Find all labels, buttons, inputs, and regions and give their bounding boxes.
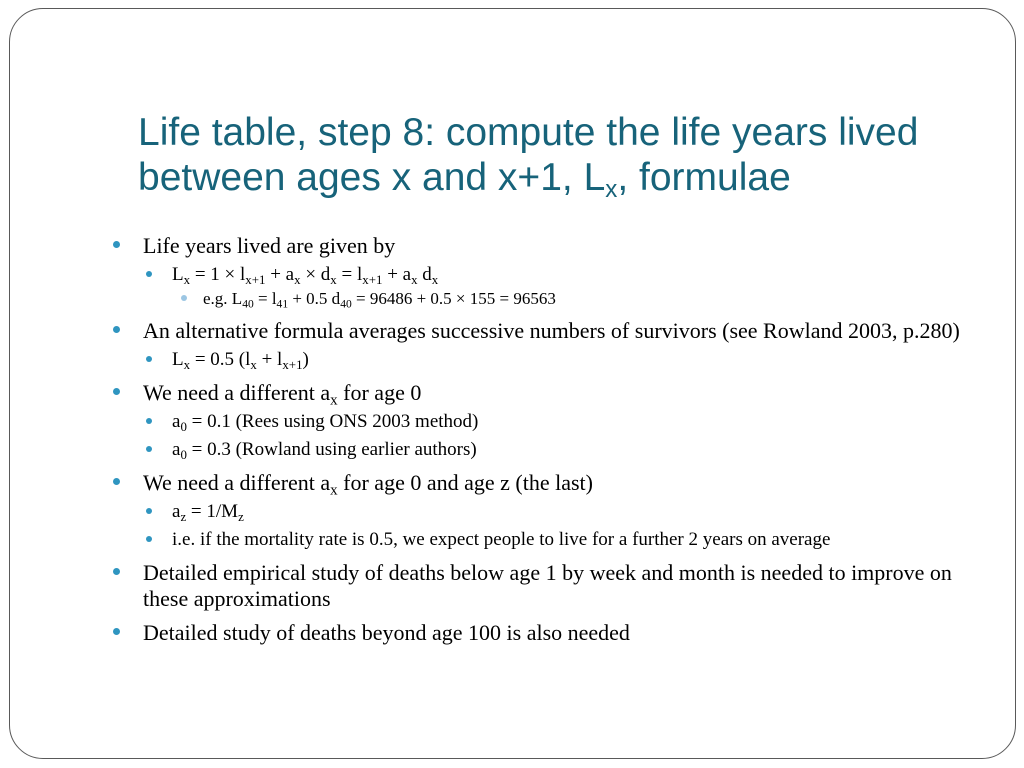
title-text: Life table, step 8: compute the life years lived between ages x and x+1, L [138, 111, 919, 200]
formula-text: a [172, 439, 181, 460]
slide-title [138, 110, 988, 203]
formula-text: L [172, 264, 184, 285]
formula-text: + a [265, 264, 295, 285]
bullet-subscript: x [330, 392, 338, 409]
bullet-text: for age 0 [337, 380, 422, 405]
bullet-az-formula [113, 500, 973, 524]
example-text: e.g. L [203, 289, 243, 308]
formula-text: a [172, 411, 181, 432]
formula-text: = 0.5 (l [190, 349, 251, 370]
formula-text: d [417, 264, 432, 285]
bullet-text: for age 0 and age z (the last) [337, 470, 593, 495]
formula-text: + l [256, 349, 283, 370]
formula-subscript: x [250, 356, 257, 372]
formula-text: = 1 × l [190, 264, 246, 285]
formula-text: + a [382, 264, 412, 285]
example-text: = l [253, 289, 277, 308]
formula-text: × d [300, 264, 331, 285]
bullet-age-100: Detailed study of deaths beyond age 100 is also needed [113, 620, 973, 646]
formula-subscript: 0 [180, 446, 187, 462]
formula-subscript: x+1 [362, 271, 383, 287]
bullet-mortality-example: i.e. if the mortality rate is 0.5, we expect people to live for a further 2 years on average [113, 528, 973, 552]
bullet-text: We need a different a [143, 380, 331, 405]
formula-subscript: x+1 [282, 356, 303, 372]
formula-text: = 0.1 (Rees using ONS 2003 method) [186, 411, 479, 432]
bullet-age-zero [113, 380, 973, 409]
title-subscript: x [605, 176, 618, 203]
example-subscript: 40 [242, 297, 254, 311]
bullet-a0-rees [113, 410, 973, 434]
bullet-life-years: Life years lived are given by [113, 233, 973, 259]
example-text: + 0.5 d [288, 289, 341, 308]
formula-subscript: x+1 [245, 271, 266, 287]
formula-subscript: z [238, 508, 244, 524]
title-tail: , formulae [617, 156, 791, 200]
bullet-lx-average [113, 348, 973, 372]
formula-subscript: x [330, 271, 337, 287]
formula-subscript: z [180, 508, 187, 524]
example-text: = 96486 + 0.5 × 155 = 96563 [351, 289, 556, 308]
formula-subscript: x [411, 271, 418, 287]
formula-text: a [172, 501, 181, 522]
formula-text: = 0.3 (Rowland using earlier authors) [186, 439, 477, 460]
bullet-text: We need a different a [143, 470, 331, 495]
bullet-list [113, 233, 973, 646]
example-subscript: 41 [276, 297, 289, 311]
bullet-subscript: x [330, 482, 338, 499]
formula-text: = l [336, 264, 363, 285]
example-subscript: 40 [340, 297, 352, 311]
bullet-alternative-formula: An alternative formula averages successive numbers of survivors (see Rowland 2003, p.280) [113, 318, 973, 344]
formula-subscript: x [294, 271, 301, 287]
bullet-age-zero-and-z [113, 470, 973, 499]
bullet-a0-rowland [113, 438, 973, 462]
formula-text: ) [302, 349, 309, 370]
formula-text: L [172, 349, 184, 370]
formula-subscript: 0 [180, 418, 187, 434]
formula-subscript: x [183, 356, 191, 372]
bullet-empirical-study: Detailed empirical study of deaths below age 1 by week and month is needed to improve on these approximations [113, 560, 973, 612]
bullet-lx-formula [113, 263, 973, 287]
formula-subscript: x [183, 271, 191, 287]
bullet-example [113, 288, 973, 310]
formula-text: = 1/M [186, 501, 239, 522]
formula-subscript: x [431, 271, 439, 287]
